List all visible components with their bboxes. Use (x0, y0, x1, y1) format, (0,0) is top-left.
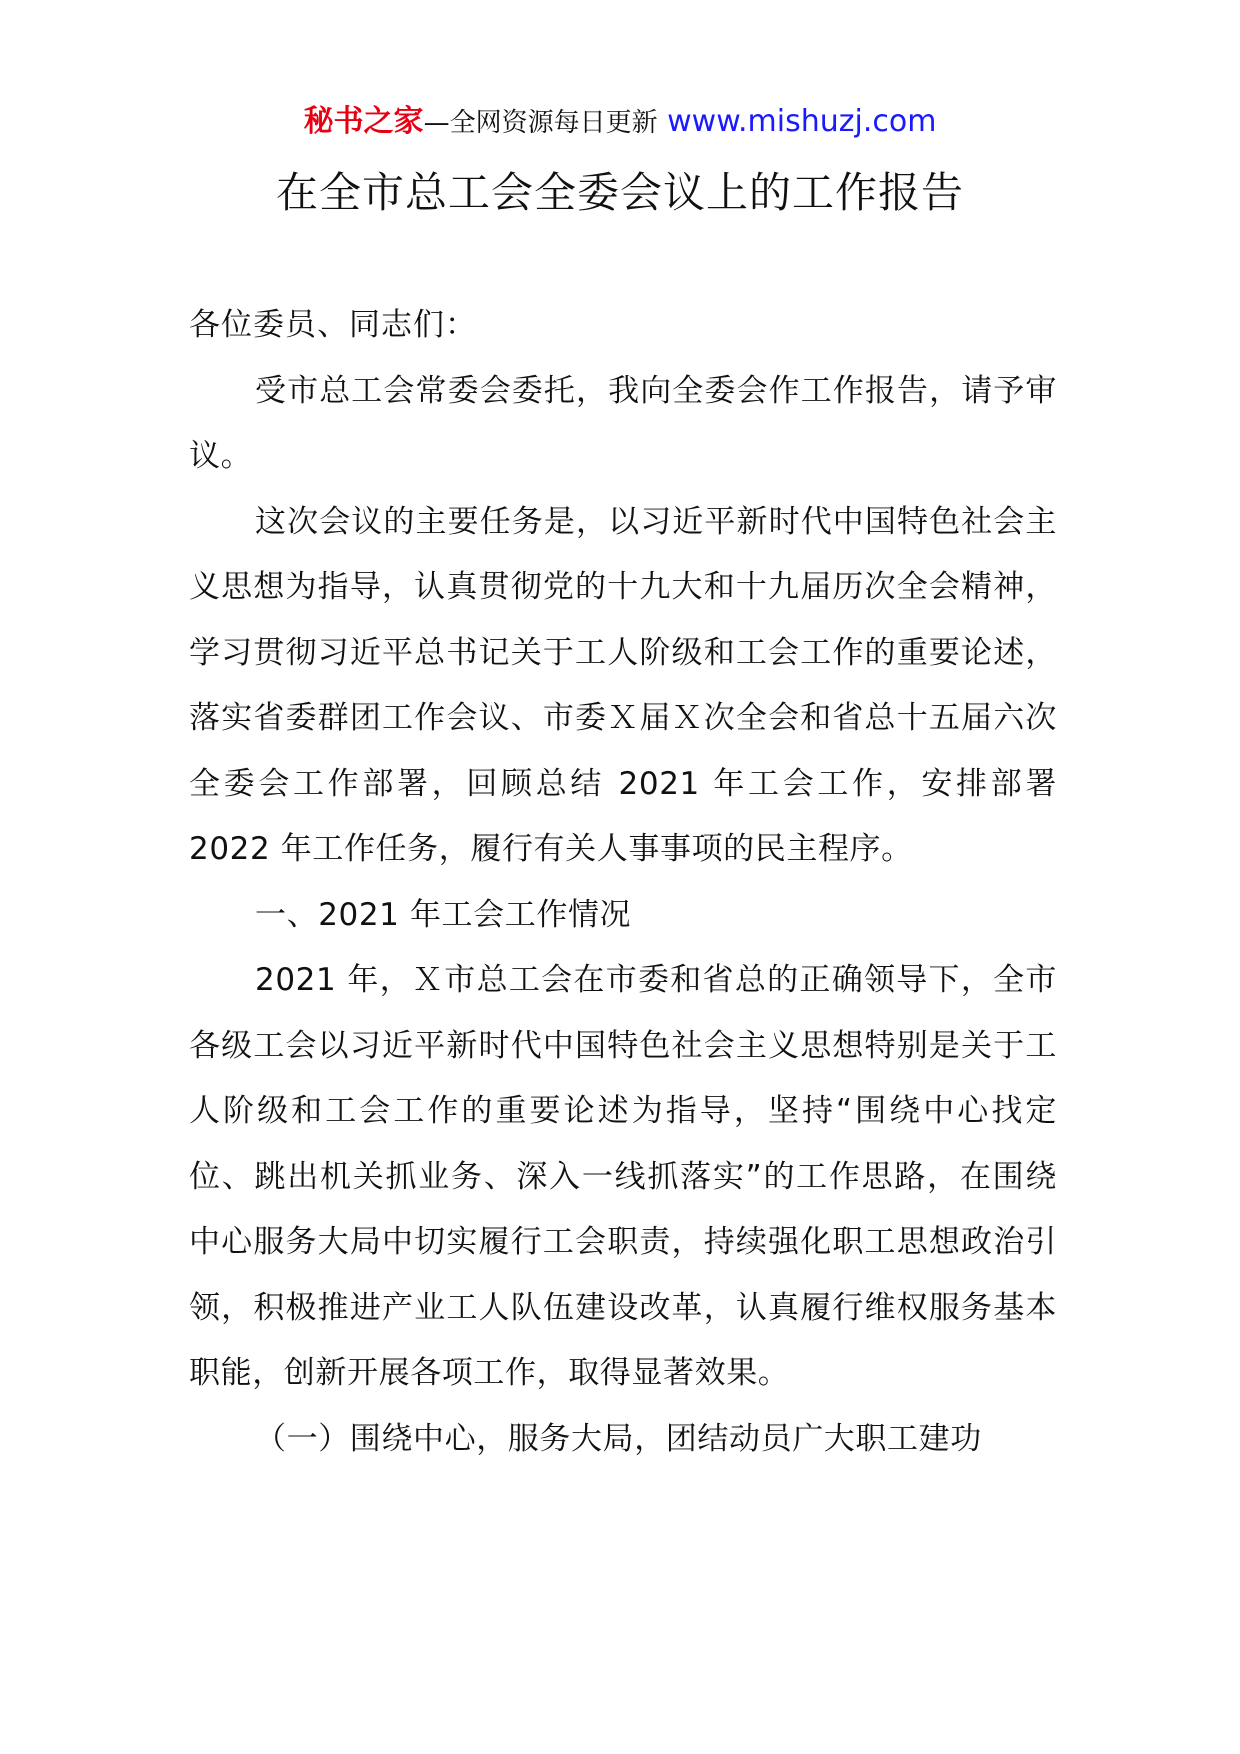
site-banner (0, 100, 1240, 145)
document-title: 在全市总工会全委会议上的工作报告 (275, 168, 964, 217)
paragraph: 受市总工会常委会委托，我向全委会作工作报告，请予审议。 (189, 372, 1057, 474)
banner-tagline: —全网资源每日更新 (423, 108, 658, 138)
salutation: 各位委员、同志们： (189, 307, 477, 343)
subsection-heading: （一）围绕中心，服务大局，团结动员广大职工建功 (255, 1420, 982, 1457)
website-link[interactable]: www.mishuzj.com (667, 104, 937, 139)
paragraph: 2021 年，Ｘ市总工会在市委和省总的正确领导下，全市各级工会以习近平新时代中国特色社会主义思想特别是关于工人阶级和工会工作的重要论述为指导，坚持“围绕中心找定位、跳出机关抓业务、深入一线抓落实”的工作思路，在围绕中心服务大局中切实履行工会职责，持续强化职工思想政治引领，积极推进产业工人队伍建设改革，认真履行维权服务基本职能，创新开展各项工作，取得显著效果。 (189, 962, 1057, 1391)
document-body (189, 293, 1057, 1472)
paragraph: 这次会议的主要任务是，以习近平新时代中国特色社会主义思想为指导，认真贯彻党的十九大和十九届历次全会精神，学习贯彻习近平总书记关于工人阶级和工会工作的重要论述，落实省委群团工作会议、市委Ｘ届Ｘ次全会和省总十五届六次全委会工作部署，回顾总结 2021 年工会工作，安排部署 2022 年工作任务，履行有关人事事项的民主程序。 (189, 503, 1057, 867)
brand-name: 秘书之家 (303, 104, 424, 139)
section-heading: 一、2021 年工会工作情况 (255, 896, 632, 933)
